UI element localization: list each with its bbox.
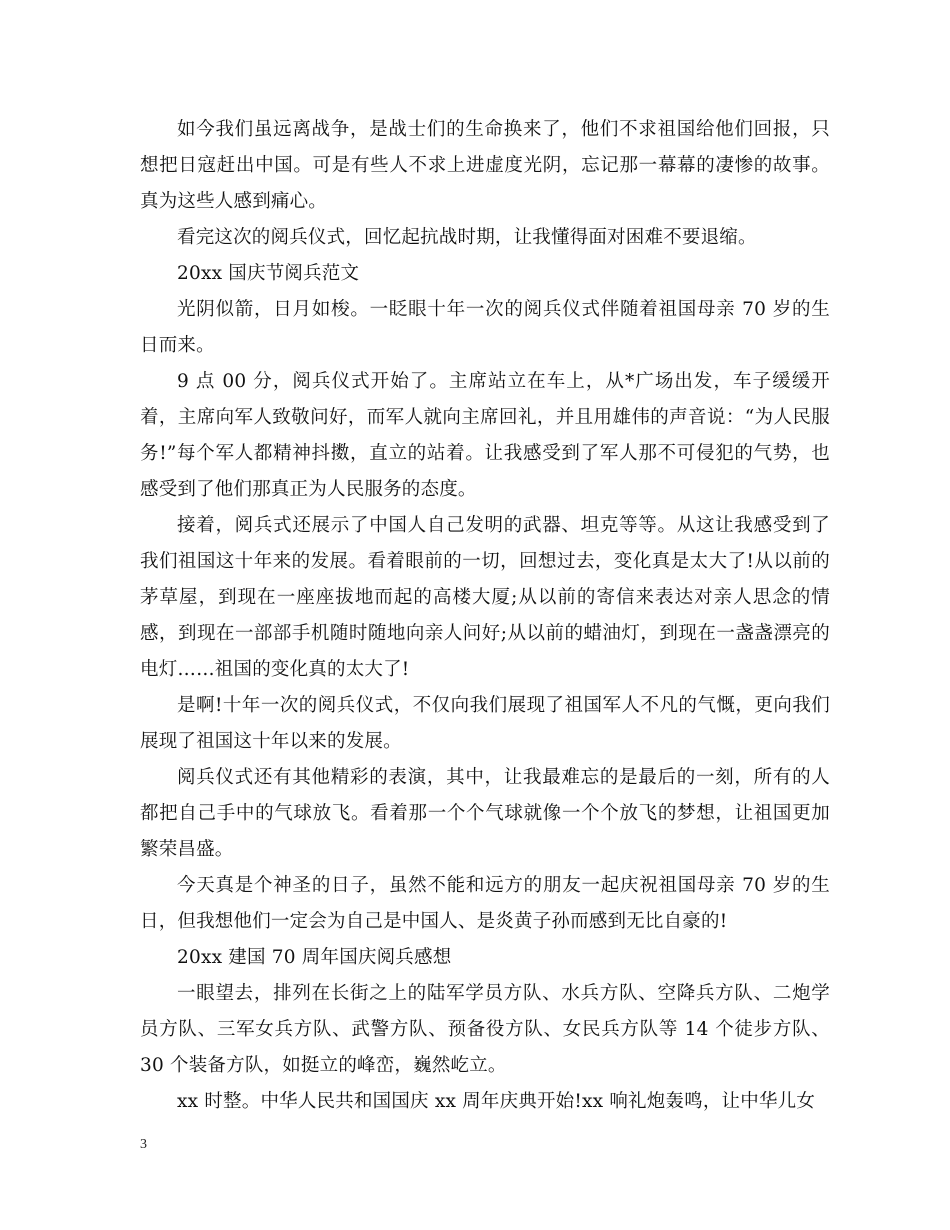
paragraph-7: 阅兵仪式还有其他精彩的表演，其中，让我最难忘的是最后的一刻，所有的人都把自己手中的气球放飞。看着那一个个气球就像一个个放飞的梦想，让祖国更加繁荣昌盛。 bbox=[140, 767, 830, 860]
paragraph-1: 如今我们虽远离战争，是战士们的生命换来了，他们不求祖国给他们回报，只想把日寇赶出中国。可是有些人不求上进虚度光阴，忘记那一幕幕的凄惨的故事。真为这些人感到痛心。 bbox=[140, 119, 830, 212]
section-heading-1: 20xx 国庆节阅兵范文 bbox=[177, 263, 360, 284]
paragraph-10: xx 时整。中华人民共和国国庆 xx 周年庆典开始!xx 响礼炮轰鸣，让中华儿女 bbox=[177, 1091, 816, 1112]
paragraph-5: 接着，阅兵式还展示了中国人自己发明的武器、坦克等等。从这让我感受到了我们祖国这十年来的发展。看着眼前的一切，回想过去，变化真是太大了!从以前的茅草屋，到现在一座座拔地而起的高楼大厦;从以前的寄信来表达对亲人思念的情感，到现在一部部手机随时随地向亲人问好;从以前的蜡油灯，到现在一盏盏漂亮的电灯……祖国的变化真的太大了! bbox=[140, 515, 830, 680]
paragraph-9: 一眼望去，排列在长街之上的陆军学员方队、水兵方队、空降兵方队、二炮学员方队、三军女兵方队、武警方队、预备役方队、女民兵方队等 14 个徒步方队、30 个装备方队，如挺立的峰峦，巍然屹立。 bbox=[140, 983, 830, 1076]
paragraph-6: 是啊!十年一次的阅兵仪式，不仅向我们展现了祖国军人不凡的气慨，更向我们展现了祖国这十年以来的发展。 bbox=[140, 695, 830, 752]
document-body bbox=[140, 112, 830, 1120]
page-number: 3 bbox=[140, 1137, 147, 1152]
paragraph-2: 看完这次的阅兵仪式，回忆起抗战时期，让我懂得面对困难不要退缩。 bbox=[177, 227, 757, 248]
paragraph-8: 今天真是个神圣的日子，虽然不能和远方的朋友一起庆祝祖国母亲 70 岁的生日，但我想他们一定会为自己是中国人、是炎黄子孙而感到无比自豪的! bbox=[140, 875, 830, 932]
section-heading-2: 20xx 建国 70 周年国庆阅兵感想 bbox=[177, 947, 452, 968]
paragraph-3: 光阴似箭，日月如梭。一眨眼十年一次的阅兵仪式伴随着祖国母亲 70 岁的生日而来。 bbox=[140, 299, 830, 356]
paragraph-4: 9 点 00 分，阅兵仪式开始了。主席站立在车上，从*广场出发，车子缓缓开着，主席向军人致敬问好，而军人就向主席回礼，并且用雄伟的声音说：“为人民服务!”每个军人都精神抖擞，直立的站着。让我感受到了军人那不可侵犯的气势，也感受到了他们那真正为人民服务的态度。 bbox=[140, 371, 830, 500]
